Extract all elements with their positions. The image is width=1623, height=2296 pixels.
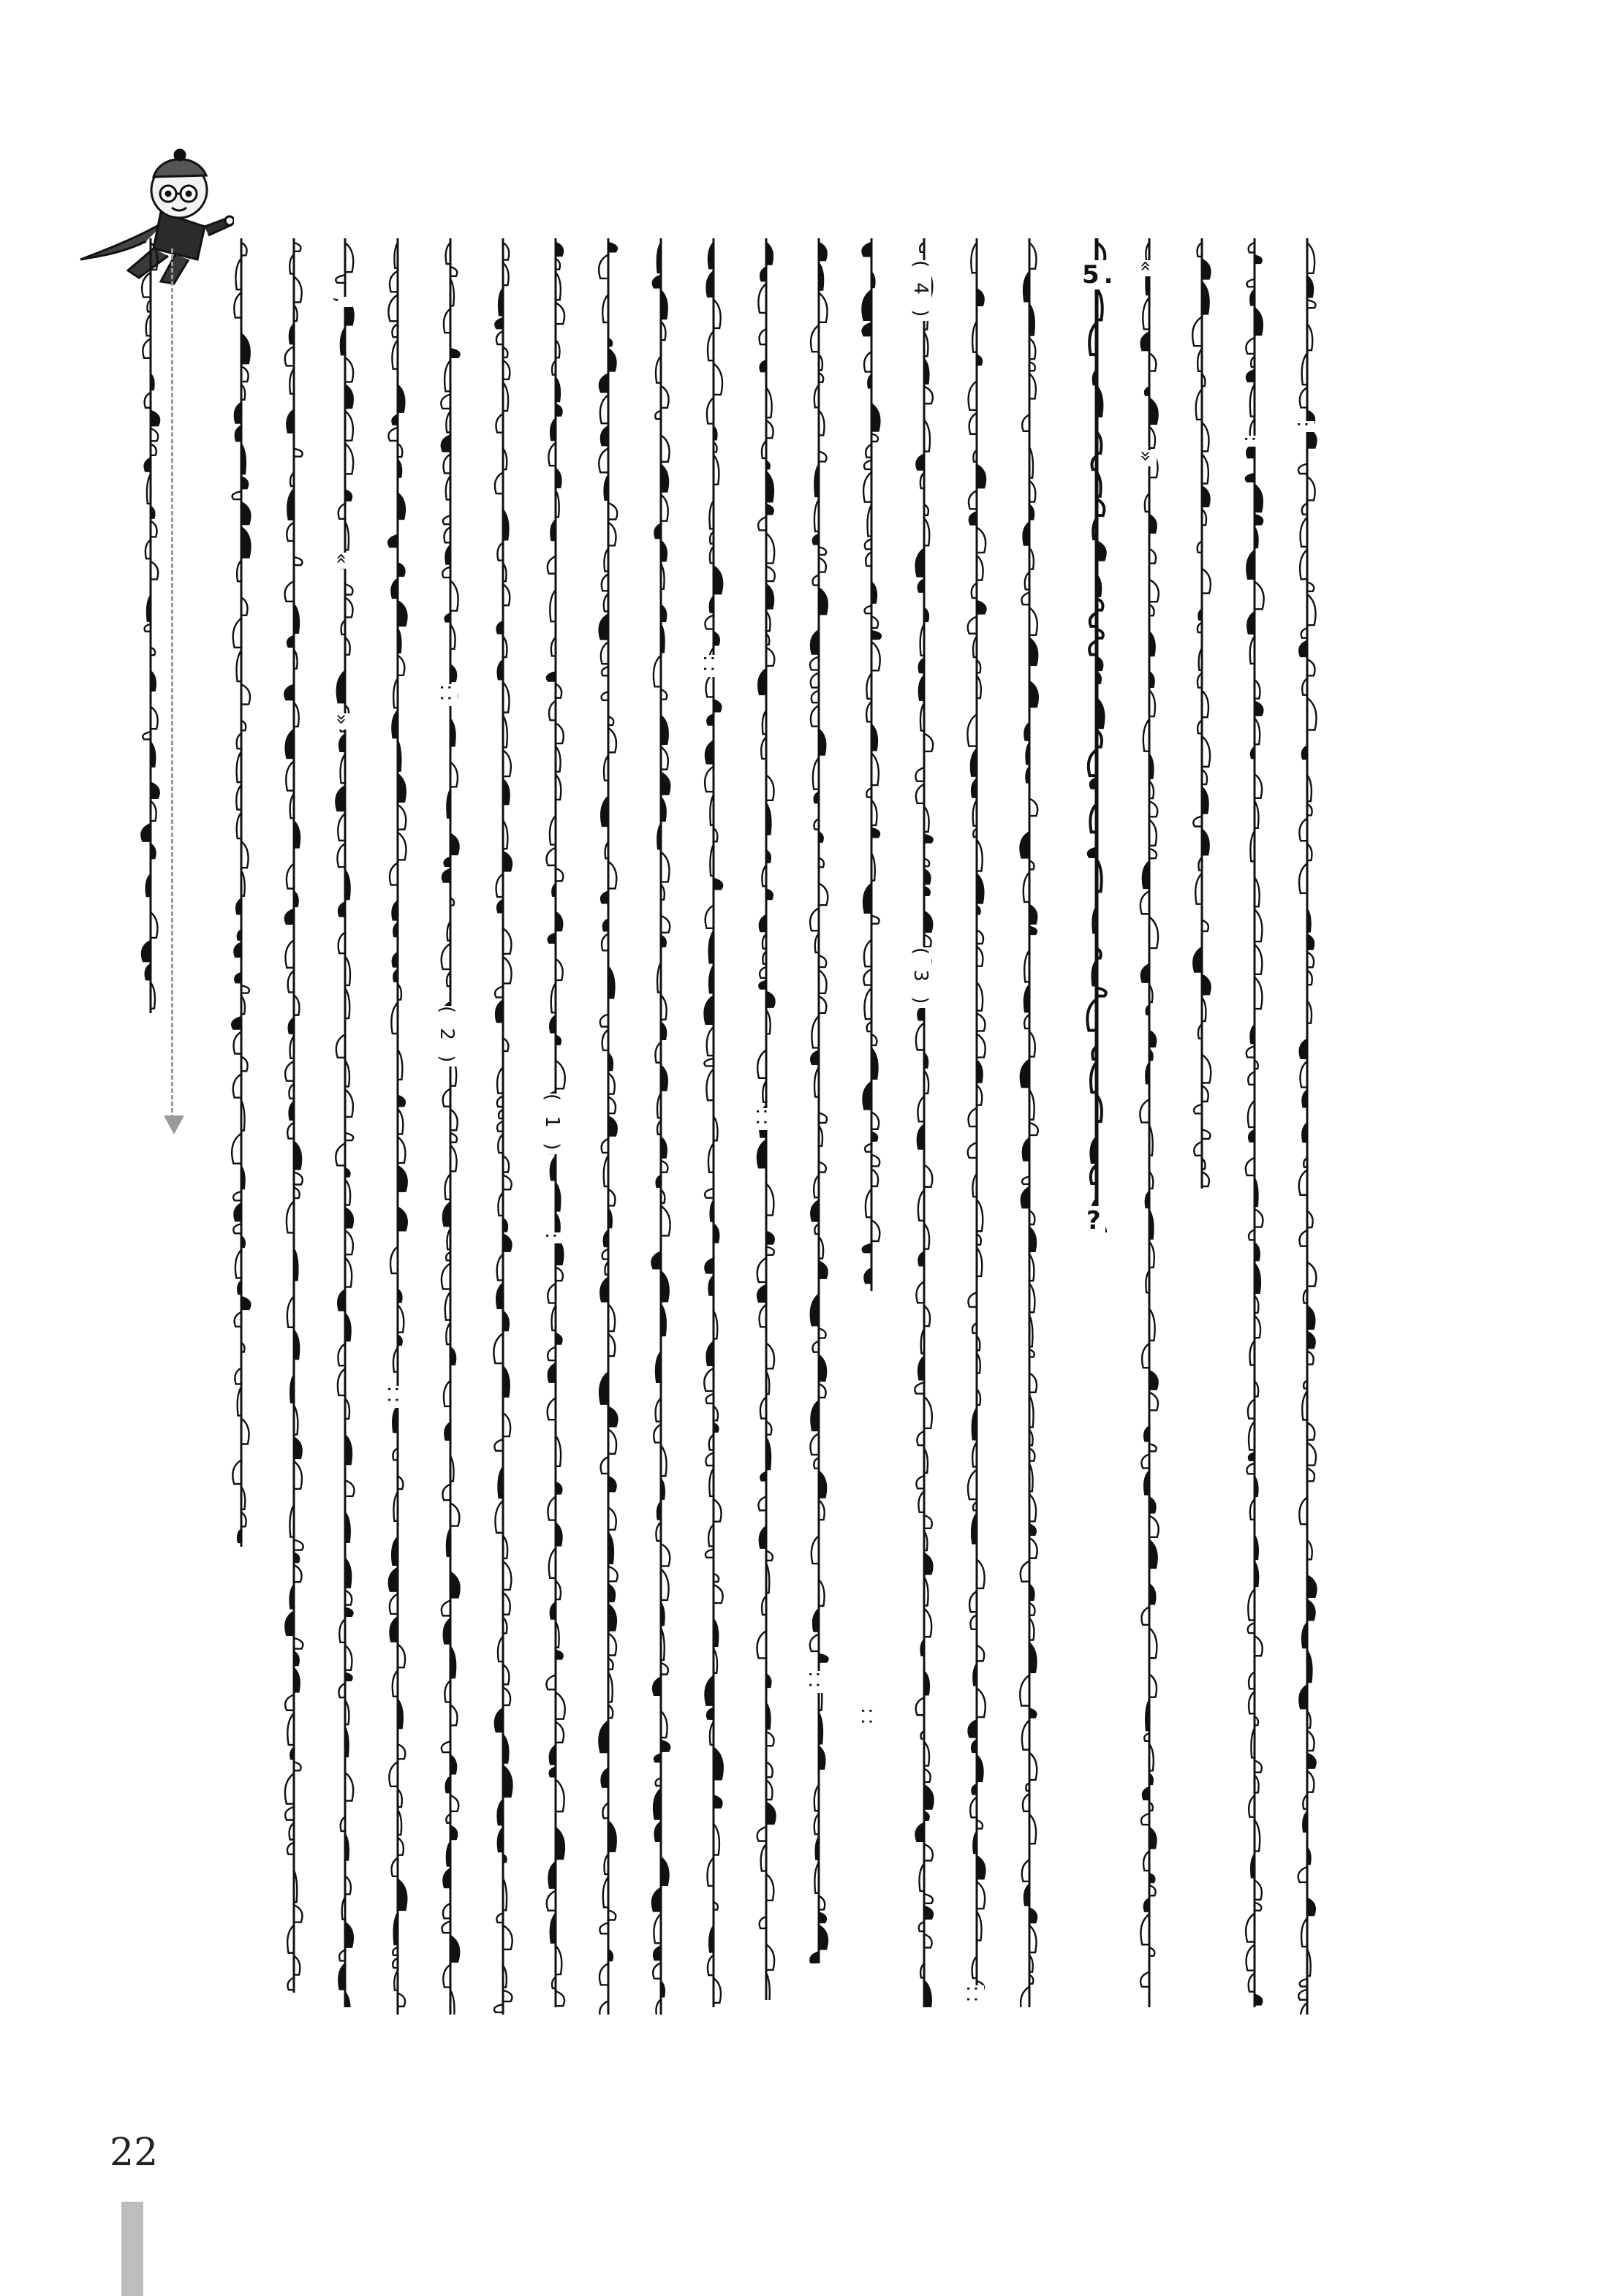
question-mark: ? xyxy=(1086,1206,1105,1235)
script-line xyxy=(594,238,623,2015)
punctuation-mark: :: xyxy=(383,1386,405,1408)
script-line xyxy=(1240,238,1269,2007)
list-marker: ( 2 ) xyxy=(436,1006,458,1067)
script-line xyxy=(962,238,991,2000)
running-header-text xyxy=(136,238,165,1013)
script-line xyxy=(227,238,256,1547)
script-line xyxy=(330,238,360,2007)
punctuation-mark: : xyxy=(1293,421,1314,432)
script-line xyxy=(1135,238,1164,2007)
script-line xyxy=(1082,238,1111,1232)
script-line xyxy=(646,238,676,2015)
triangle-marker-icon xyxy=(164,1115,184,1134)
list-marker: ( 4 ) xyxy=(909,260,931,322)
text-column xyxy=(752,238,781,2000)
punctuation-mark: : xyxy=(541,1232,563,1243)
text-column xyxy=(857,238,886,1729)
punctuation-mark: : xyxy=(1240,436,1262,447)
script-line xyxy=(699,238,728,2007)
punctuation-mark: :: xyxy=(699,655,721,677)
page-number: 22 xyxy=(110,2131,159,2175)
text-column xyxy=(383,238,412,2015)
punctuation-mark: » xyxy=(1135,450,1157,466)
page-edge-tab xyxy=(121,2202,143,2296)
text-column xyxy=(330,238,360,2007)
script-line xyxy=(1187,238,1217,1189)
text-column xyxy=(909,238,939,2007)
script-line xyxy=(436,238,465,2015)
script-line xyxy=(857,238,886,1291)
text-column xyxy=(1187,238,1217,1189)
section-divider-dashed-line xyxy=(171,249,173,1126)
section-heading-column xyxy=(1082,238,1118,1235)
text-column xyxy=(279,238,309,1993)
text-column xyxy=(436,238,465,2015)
text-column xyxy=(488,238,518,2015)
punctuation-mark: :: xyxy=(962,1985,984,2007)
text-column xyxy=(1240,238,1269,2007)
text-column xyxy=(1293,238,1322,2015)
script-line xyxy=(1015,238,1044,2007)
punctuation-mark: :: xyxy=(752,1108,773,1130)
text-column xyxy=(646,238,676,2015)
text-column xyxy=(699,238,728,2007)
punctuation-mark: :: xyxy=(804,1671,826,1693)
script-line xyxy=(488,238,518,2015)
punctuation-mark: « xyxy=(1135,260,1157,276)
script-line xyxy=(909,238,939,2007)
punctuation-mark: « xyxy=(330,553,352,569)
punctuation-mark: , xyxy=(330,297,352,308)
script-line xyxy=(1293,238,1322,2015)
script-line xyxy=(279,238,309,1993)
script-line xyxy=(383,238,412,2015)
text-column xyxy=(962,238,991,2007)
script-line xyxy=(804,238,833,1963)
list-marker: 5. xyxy=(1082,260,1118,289)
text-column xyxy=(1135,238,1164,2007)
text-column xyxy=(594,238,623,2015)
text-column xyxy=(541,238,570,2007)
punctuation-mark: :: xyxy=(436,684,458,706)
text-column xyxy=(1015,238,1044,2007)
running-header xyxy=(136,238,165,1013)
punctuation-mark: :: xyxy=(857,1708,879,1729)
text-column xyxy=(227,238,256,1547)
text-column xyxy=(804,238,833,1963)
list-marker: ( 1 ) xyxy=(541,1094,563,1155)
punctuation-mark: » xyxy=(330,713,352,730)
list-marker: ( 3 ) xyxy=(909,947,931,1009)
